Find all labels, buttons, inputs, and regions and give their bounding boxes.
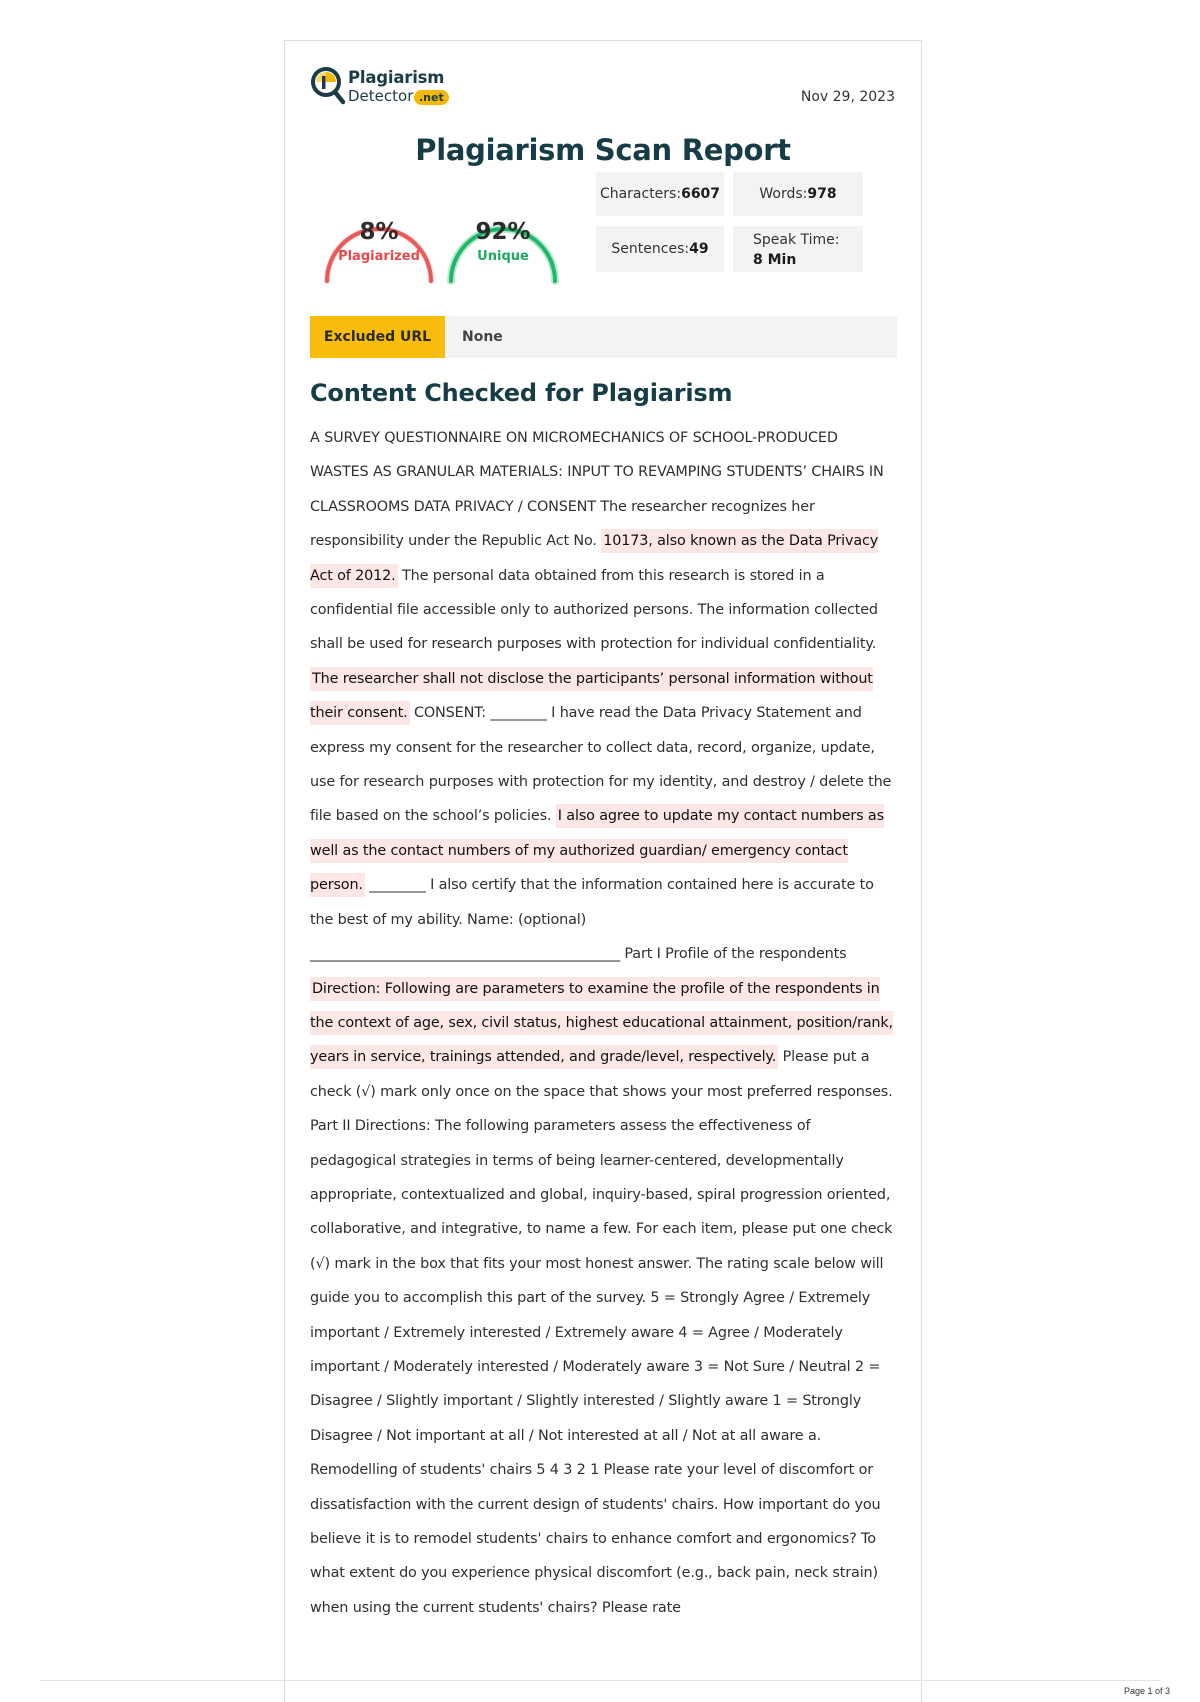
plagiarized-highlight[interactable]: The researcher shall not disclose the participants’ personal information without their consent. (310, 667, 873, 725)
speak-time-stat (733, 226, 863, 272)
sentences-label: Sentences: (611, 241, 690, 257)
content-segment: Please put a check (√) mark only once on the space that shows your most preferred responses. Part II Directions: The following parameters assess the effectiveness of pedagogical strategies in terms of being learner-centered, developmentally appropriate, contextualized and global, inquiry-based, spiral progression oriented, collaborative, and integrative, to name a few. For each item, please put one check (√) mark in the box that fits your most honest answer. The rating scale below will guide you to accomplish this part of the survey. 5 = Strongly Agree / Extremely important / Extremely interested / Extremely aware 4 = Agree / Moderately important / Moderately interested / Moderately aware 3 = Not Sure / Neutral 2 = Disagree / Slightly important / Slightly interested / Slightly aware 1 = Strongly Disagree / Not important at all / Not interested at all / Not at all aware a. Remodelling of students' chairs 5 4 3 2 1 Please rate your level of discomfort or dissatisfaction with the current design of students' chairs. How important do you believe it is to remodel students' chairs to enhance comfort and ergonomics? To what extent do you experience physical discomfort (e.g., back pain, neck strain) when using the current students' chairs? Please rate (310, 1049, 893, 1616)
excluded-url-value: None (462, 329, 503, 345)
report-page (284, 40, 922, 1702)
content-segment: ________ I also certify that the information contained here is accurate to the best of my ability. Name: (optional) ____________________________________________ Part I Profile of the respondents (310, 877, 874, 963)
plagiarized-label: Plagiarized (338, 249, 420, 264)
content-segment: CONSENT: ________ I have read the Data Privacy Statement and express my consent for the researcher to collect data, record, organize, update, use for research purposes with protection for my identity, and destroy / delete the file based on the school’s policies. (310, 705, 892, 825)
page-title: Plagiarism Scan Report (415, 133, 791, 167)
words-label: Words: (759, 186, 808, 202)
page-number: Page 1 of 3 (1123, 1686, 1170, 1696)
excluded-url-label: Excluded URL (310, 316, 445, 358)
words-stat (733, 172, 863, 216)
logo (310, 66, 460, 116)
sentences-stat (596, 226, 724, 272)
magnifier-logo-icon (310, 66, 346, 108)
report-date: Nov 29, 2023 (800, 89, 895, 105)
excluded-url-bar (310, 316, 897, 358)
words-value: 978 (807, 186, 837, 202)
content-segment: A SURVEY QUESTIONNAIRE ON MICROMECHANICS OF SCHOOL-PRODUCED WASTES AS GRANULAR MATERIALS: INPUT TO REVAMPING STUDENTS’ CHAIRS IN CLASSROOMS DATA PRIVACY / CONSENT The researcher recognizes her responsibility under the Republic Act No. (310, 430, 884, 550)
plagiarized-gauge (318, 189, 440, 285)
content-section-title: Content Checked for Plagiarism (310, 379, 733, 407)
plagiarized-percent: 8% (359, 219, 399, 245)
characters-value: 6607 (681, 186, 721, 202)
logo-tld-badge: .net (414, 90, 449, 105)
unique-label: Unique (477, 249, 529, 264)
unique-gauge (442, 189, 564, 285)
plagiarized-highlight[interactable]: 10173, also known as the Data Privacy Act of 2012. (310, 529, 878, 587)
plagiarized-highlight[interactable]: I also agree to update my contact numbers as well as the contact numbers of my authorized guardian/ emergency contact person. (310, 804, 884, 897)
characters-label: Characters: (599, 186, 682, 202)
speak-time-label: Speak Time: (753, 232, 840, 248)
unique-percent: 92% (475, 219, 531, 245)
plagiarized-highlight[interactable]: Direction: Following are parameters to examine the profile of the respondents in the context of age, sex, civil status, highest educational attainment, position/rank, years in service, trainings attended, and grade/level, respectively. (310, 977, 893, 1070)
content-segment: The personal data obtained from this research is stored in a confidential file accessible only to authorized persons. The information collected shall be used for research purposes with protection for individual confidentiality. (310, 567, 878, 653)
logo-word-plagiarism: Plagiarism (348, 68, 445, 87)
checked-content (310, 421, 900, 1625)
sentences-value: 49 (689, 241, 709, 257)
footer-divider (40, 1680, 1160, 1681)
characters-stat (596, 172, 724, 216)
speak-time-value: 8 Min (753, 252, 797, 268)
logo-word-detector: Detector (348, 87, 414, 105)
